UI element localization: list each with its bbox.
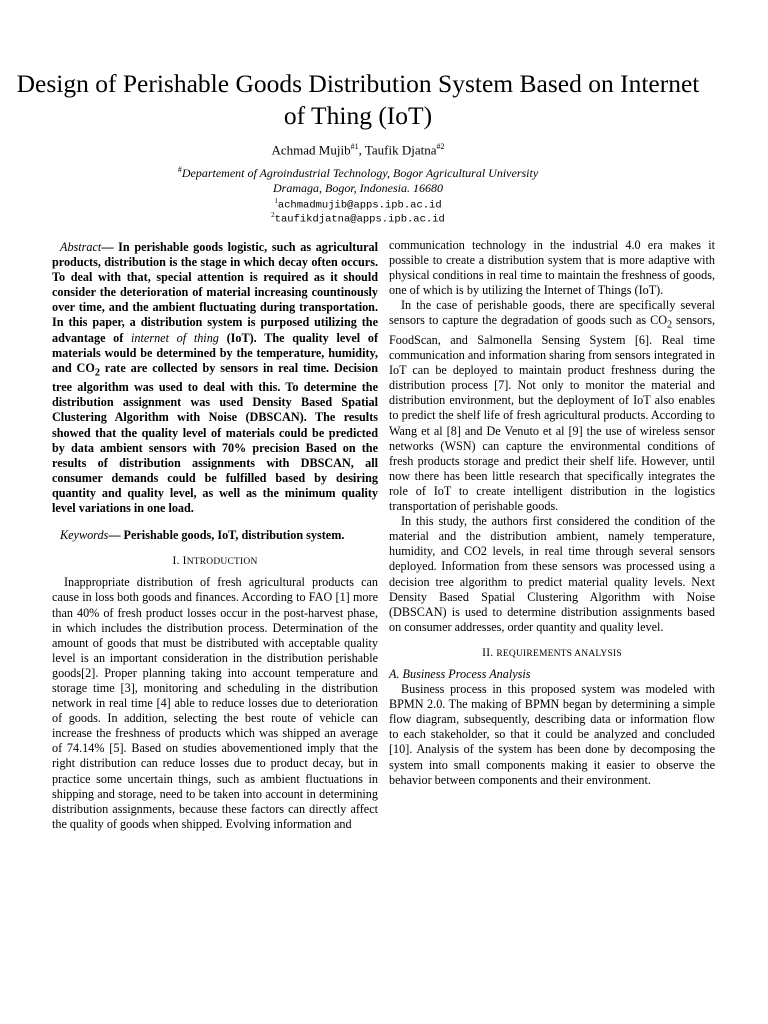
paragraph-text: sensors, FoodScan, and Salmonella Sensing System [6]. Real time communication and information sharing from sensors integrated in IoT can be deployed to maintain product freshness during the distribution process [7]. Not only to monitor the material and distribution environment, but the deployment of IoT also enables to predict the shelf life of fresh agricultural products. According to Wang et al [8] and De Venuto et al [9] the use of wireless sensor networks (WSN) can capture the environmental conditions of fresh products storage and predict their shelf life. However, until now there has been little research that specifically integrates the role of IoT to create intelligent distribution in the logistics transportation of perishable goods. — [389, 313, 715, 514]
keywords — [52, 528, 378, 543]
author-name: Achmad Mujib — [271, 142, 351, 158]
email-address[interactable]: taufikdjatna@apps.ipb.ac.id — [274, 213, 445, 226]
abstract-italic-term: internet of thing — [131, 330, 219, 345]
author-affil-mark: #1 — [350, 142, 359, 151]
keywords-label: Keywords — [60, 528, 109, 543]
section-title: REQUIREMENTS ANALYSIS — [496, 648, 622, 659]
section-heading-requirements — [389, 646, 715, 662]
email-mark: 1 — [274, 197, 278, 205]
subscript: 2 — [94, 367, 100, 379]
abstract-dash: — — [101, 240, 119, 254]
keywords-dash: — — [108, 528, 124, 543]
subsection-heading — [389, 667, 715, 682]
email-mark: 2 — [271, 211, 275, 219]
section-title-initial: I — [182, 555, 187, 568]
email-address[interactable]: achmadmujib@apps.ipb.ac.id — [277, 199, 442, 212]
affiliation-line: Departement of Agroindustrial Technology, Bogor Agricultural University — [181, 166, 539, 180]
paragraph: Inappropriate distribution of fresh agricultural products can cause in loss both goods and finances. According to FAO [1] more than 40% of fresh product losses occur in the post-harvest phase, in which includes the distribution process. Determination of the amount of goods that must be distributed with acceptable quality level is an important consideration in the distribution perishable goods[2]. Proper planning taking into account temperature and storage time [3], monitoring and scheduling in the distribution network in real time [4] able to reduce losses due to deterioration of goods. In addition, selecting the best route of vehicle can increase the freshness of products which was shipped an average of 74.14% [5]. Based on studies abovementioned imply that the right distribution can reduce losses due to product decay, but in practice some uncertain things, such as ambient fluctuations in shipping and storage, need to be taken into account in determining distribution assignments, because these factors can directly affect the quality of goods when shipped. Evolving information and — [52, 575, 378, 831]
affiliation-line: Dramaga, Bogor, Indonesia. 16680 — [273, 181, 443, 195]
author-line — [0, 139, 716, 158]
author-separator: , — [358, 142, 365, 158]
section-title-rest: NTRODUCTION — [186, 557, 258, 568]
abstract-text: rate are collected by sensors in real time. Decision tree algorithm was used to deal with this. To determine the distribution assignment was used Density Based Spatial Clustering Algorithm with Noise (DBSCAN). The results showed that the quality level of materials could be predicted by data ambient sensors with 70% precision Based on the results of distribution assignments with DBSCAN, all consumer demands could be fulfilled based by desiring quantity and quality level, as well as the minimum quality level variations in one load. — [52, 360, 378, 516]
left-column — [52, 240, 378, 832]
abstract-text: In perishable goods logistic, such as agricultural products, distribution is the stage in which decay often occurs. To deal with that, special attention is required as it should consider the deterioration of material increasing countinously over time, and the ambient fluctuating during transportation. In this paper, a distribution system is purposed utilizing the advantage of — [52, 240, 378, 345]
paragraph: Business process in this proposed system was modeled with BPMN 2.0. The making of BPMN began by determining a simple flow diagram, subsequently, describing data or information flow to each stakeholder, so that it could be analyzed and concluded [10]. Analysis of the system has been done by decomposing the system into small components making it easier to observe the behavior between components and their environment. — [389, 682, 715, 787]
paragraph: communication technology in the industrial 4.0 era makes it possible to create a distribution system that is more adaptive with physical conditions in real time to maintain the freshness of goods, one of which is by utilizing the Internet of Things (IoT). — [389, 238, 715, 298]
affiliation-mark: # — [177, 165, 182, 174]
paragraph-text: In the case of perishable goods, there are specifically several sensors to capture the degradation of goods such as CO — [389, 298, 715, 328]
subsection-number: A. — [389, 666, 403, 681]
affiliation — [0, 162, 716, 196]
section-number: II. — [482, 646, 497, 659]
abstract-text: (IoT). The quality level of materials would be determined by the temperature, humidity, and CO — [52, 330, 378, 375]
subscript: 2 — [667, 319, 673, 331]
right-column — [389, 238, 715, 788]
paragraph — [389, 298, 715, 514]
author-email[interactable] — [0, 208, 716, 227]
abstract-label: Abstract — [60, 240, 102, 254]
subsection-title: Business Process Analysis — [402, 666, 531, 681]
author-name: Taufik Djatna — [364, 142, 437, 158]
paragraph: In this study, the authors first considered the condition of the material and the distribution ambient, namely temperature, humidity, and CO2 levels, in real time through several sensors deployed. Information from these sensors was processed using a decision tree algorithm to predict material quality levels. Next Density Based Spatial Clustering Algorithm with Noise (DBSCAN) is used to determine distribution assignments based on consumer addresses, order quantity and quality level. — [389, 514, 715, 634]
author-affil-mark: #2 — [436, 142, 445, 151]
keywords-text: Perishable goods, IoT, distribution system. — [123, 528, 345, 543]
section-number: I. — [172, 555, 183, 568]
section-heading-introduction — [52, 554, 378, 570]
paper-title: Design of Perishable Goods Distribution System Based on Internet of Thing (IoT) — [16, 69, 700, 130]
abstract — [52, 240, 378, 516]
